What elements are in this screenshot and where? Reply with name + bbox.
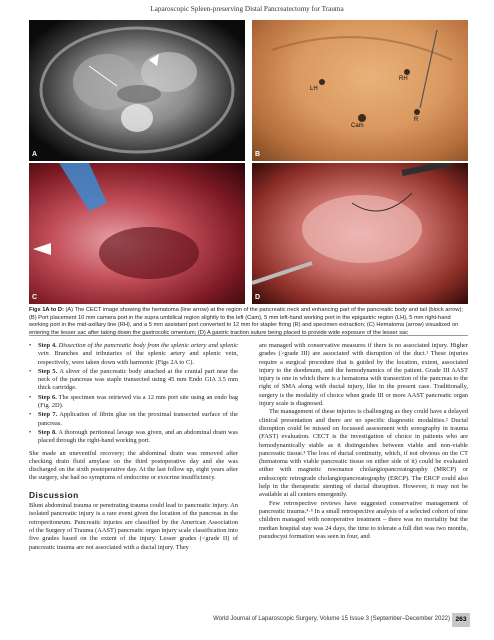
caption-text: (A) The CECT image showing the hematoma (line arrow) at the region of the pancreatic neck and enhancing part of the pancreatic body and tail (block arrow); (B) Port placement 10 mm camera port in the supra umbilical region slightly to the left (Cam), 5 mm left-hand working port in the epigastric region (LH), 5 mm right-hand working port in the mid-axillary line (RH), and a 5 mm assistant port converted to 12 mm for stapler firing (R) and specimen extraction; (C) Hematoma (arrow) visualized on entering the lesser sac after taking down the gastrocolic omentum; (D) A gastric traction suture being placed to provide wide exposure of the lesser sac xyxy=(29,307,463,336)
step-text: Branches and tributaries of the splenic artery and splenic vein, respectively, were taken down with harmonic (Figs 2A to C). xyxy=(38,350,238,366)
running-head: Laparoscopic Spleen-preserving Distal Pancreatectomy for Trauma xyxy=(150,5,344,13)
laparoscopic-view-hematoma xyxy=(29,163,245,304)
right-column xyxy=(259,342,468,541)
figure-caption xyxy=(29,307,468,337)
body-paragraph: Few retrospective reviews have suggested conservative management of pancreatic trauma.⁴·⁵ In a small retrospective analysis of a selected cohort of nine children managed with nonoperative treatment – there was no mortality but the median hospital stay was 24 days, the time to tolerate a full diet was two months, pseudocyst formation was seen in four, and xyxy=(259,499,468,540)
body-paragraph: The management of these injuries is challenging as they could have a delayed clinical presentation and there are no specific diagnostic modalities.² Ductal disruption could be missed on focussed assessment with sonography in trauma (FAST) evaluation. CECT is the investigation of choice in patients who are hemodynamically stable as it distinguishes between viable and non-viable pancreatic tissue.³ The loss of ductal continuity, which, if not obvious on the CT (hematoma with viable pancreatic tissue on either side of it) could be evaluated either with magnetic resonance cholangiopancreatography (MRCP) or endoscopic retrograde cholangiopancreatography (ERCP). The ERCP could also help in the therapeutic stenting of ductal disruption. However, it may not be available at all centers emergently. xyxy=(259,408,468,499)
port-label-cam: Cam xyxy=(351,123,364,129)
panel-letter-a: A xyxy=(32,151,38,158)
procedure-steps xyxy=(29,342,238,446)
step-head: Step 5. xyxy=(38,367,58,375)
port-label-lh: LH xyxy=(310,86,318,92)
step-head: Step 8. xyxy=(38,428,57,436)
caption-label: Figs 1A to D: xyxy=(29,307,64,313)
left-column xyxy=(29,342,238,552)
step-head: Step 6. xyxy=(38,393,57,401)
caption-divider xyxy=(29,335,468,336)
step-head: Step 4. xyxy=(38,342,57,349)
body-paragraph: are managed with conservative measures if there is no associated injury. Higher grades (>grade III) are associated with disruption of the duct.¹ These injuries require a surgical procedure that is guided by the location, extent, associated injury to the duodenum, and the hemodynamics of the patient. Grade III AAST injury is one in which there is a hematoma with transection of the pancreas to the right of SMA along with ductal injury, like in the present case. Traditionally, surgery is the modality of choice when grade III or more AAST pancreatic organ injury scale is diagnosed. xyxy=(259,342,468,408)
figure-panel-b xyxy=(252,20,468,161)
port-placement-photo xyxy=(252,20,468,161)
step-text: The specimen was retrieved via a 12 mm port site using an endo bag (Fig. 2D). xyxy=(38,393,238,410)
hematoma-arrow xyxy=(33,243,51,255)
page-number: 263 xyxy=(452,613,470,627)
step-title: Dissection of the pancreatic body from the splenic artery and splenic vein. xyxy=(38,342,238,358)
panel-letter-d: D xyxy=(255,294,261,301)
journal-citation: World Journal of Laparoscopic Surgery, Volume 15 Issue 3 (September–December 2022) xyxy=(213,616,450,622)
step-item: • Step 7. Application of fibrin glue on the proximal transected surface of the pancreas. xyxy=(29,411,238,427)
discussion-heading: Discussion xyxy=(29,489,79,500)
step-text: A sliver of the pancreatic body attached at the cranial part near the neck of the pancreas was staple transected using 45 mm Endo GIA 3.5 mm thick cartridge. xyxy=(38,367,238,392)
port-label-r: R xyxy=(414,117,419,123)
recovery-paragraph: She made an uneventful recovery; the abdominal drain was removed after checking drain fluid amylase on the third postoperative day and she was discharged on the sixth postoperative day. At the last follow up, eight years after the surgery, she had no symptoms of endocrine or exocrine insufficiency. xyxy=(29,449,238,482)
page-footer xyxy=(0,613,470,627)
ct-scan-image xyxy=(29,20,245,161)
panel-letter-b: B xyxy=(255,151,261,158)
step-text: Application of fibrin glue on the proximal transected surface of the pancreas. xyxy=(38,411,238,427)
step-text: A thorough peritoneal lavage was given, and an abdominal drain was placed through the right-hand working port. xyxy=(38,428,238,445)
step-head: Step 7. xyxy=(38,411,58,419)
step-item: • Step 8. A thorough peritoneal lavage was given, and an abdominal drain was placed through the right-hand working port. xyxy=(29,428,238,445)
port-label-rh: RH xyxy=(399,76,408,82)
step-item: • Step 6. The specimen was retrieved via a 12 mm port site using an endo bag (Fig. 2D). xyxy=(29,393,238,410)
figure-1 xyxy=(29,20,468,304)
figure-panel-c xyxy=(29,163,245,304)
step-item: • Step 5. A sliver of the pancreatic body attached at the cranial part near the neck of the pancreas was staple transected using 45 mm Endo GIA 3.5 mm thick cartridge. xyxy=(29,367,238,392)
discussion-paragraph: Blunt abdominal trauma or penetrating trauma could lead to pancreatic injury. An isolated pancreatic injury is a rare event given the location of the pancreas in the retroperitoneum. Pancreatic injuries are classified by the American Association of the Surgery of Trauma (AAST) pancreatic organ injury scale classification into five grades based on the extent of the injury. Lesser grades (<grade II) of pancreatic trauma are not associated with a ductal injury. They xyxy=(29,502,239,551)
figure-panel-d xyxy=(252,163,468,304)
laparoscopic-view-traction-suture xyxy=(252,163,468,304)
panel-letter-c: C xyxy=(32,294,38,301)
figure-panel-a xyxy=(29,20,245,161)
step-item: • Step 4. Dissection of the pancreatic body from the splenic artery and splenic vein. Branches and tributaries of the splenic artery and splenic vein, respectively, were taken down with harmonic (Figs 2A to C). xyxy=(29,342,238,366)
